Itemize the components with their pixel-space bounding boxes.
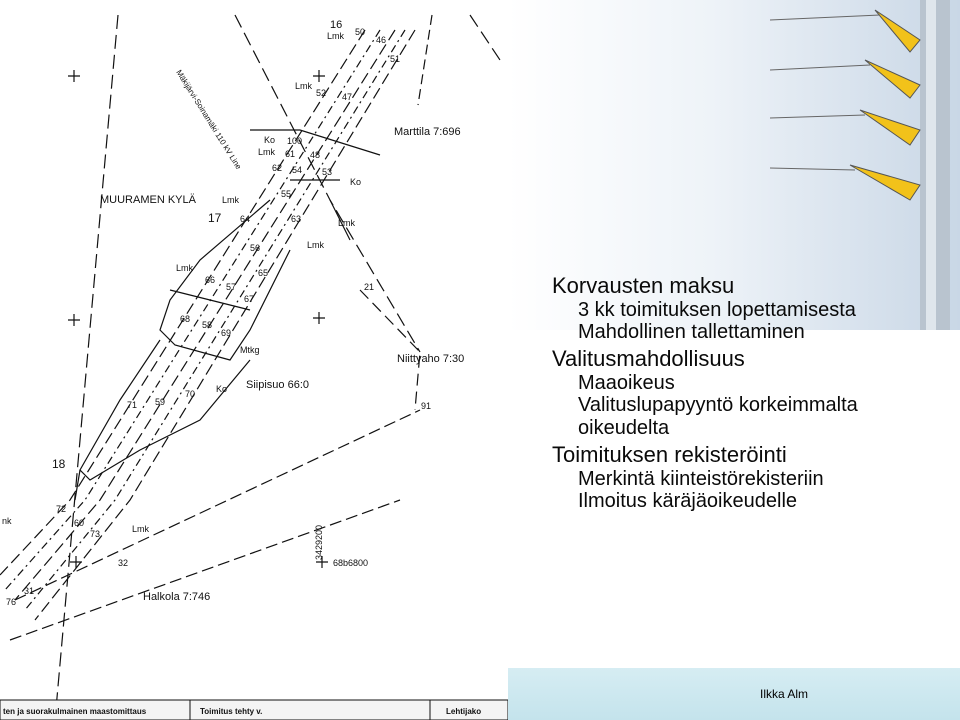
map-number: 48	[310, 150, 321, 160]
map-abbr: nk	[2, 516, 12, 526]
map-footer-mid: Toimitus tehty v.	[200, 707, 263, 716]
map-number: 54	[292, 165, 303, 175]
map-number: 56	[250, 243, 261, 253]
bullet-item: Valitusmahdollisuus	[552, 346, 745, 372]
map-number: 68	[180, 314, 191, 324]
map-footer-left: ten ja suorakulmainen maastomittaus	[3, 707, 147, 716]
map-number: 66	[205, 275, 216, 285]
map-number: 59	[155, 397, 166, 407]
bullet-subitem: Ilmoitus käräjäoikeudelle	[578, 490, 798, 513]
footer-bar	[508, 668, 960, 720]
map-number: 52	[316, 88, 327, 98]
map-abbr: Lmk	[132, 524, 150, 534]
map-number: 17	[208, 211, 222, 225]
map-number: 47	[342, 92, 353, 102]
map-number: 46	[376, 35, 387, 45]
bullet-item: Toimituksen rekisteröinti	[552, 442, 787, 468]
map-number: 63	[291, 214, 302, 224]
map-abbr: Lmk	[327, 31, 345, 41]
map-number: 67	[244, 294, 255, 304]
parcel-label-niittyaho: Niittyaho 7:30	[397, 353, 465, 365]
bullet-item: Korvausten maksu	[552, 273, 735, 298]
bullet-subitem: Maaoikeus	[578, 372, 675, 395]
bullet-subitem: Mahdollinen tallettaminen	[578, 321, 805, 344]
author-name: Ilkka Alm	[760, 687, 809, 701]
parcel-label-muurame: MUURAMEN KYLÄ	[100, 194, 196, 206]
map-number: 76	[6, 597, 17, 607]
map-number: 53	[322, 167, 333, 177]
map-number: 50	[355, 27, 366, 37]
map-number: 70	[185, 389, 196, 399]
map-number: 64	[240, 214, 251, 224]
bullet-subitem: 3 kk toimituksen lopettamisesta	[578, 298, 856, 321]
parcel-label-siipisuo: Siipisuo 66:0	[246, 379, 309, 391]
map-number: 69	[221, 328, 232, 338]
map-abbr: Lmk	[222, 195, 240, 205]
map-number: 100	[287, 136, 303, 146]
map-abbr: Ko	[350, 177, 362, 187]
coordinate-horizontal: 68b6800	[333, 558, 369, 568]
map-abbr: Lmk	[338, 218, 356, 228]
map-number: 58	[202, 320, 213, 330]
map-number: 18	[52, 457, 66, 471]
map-number: 32	[118, 558, 129, 568]
map-abbr: Lmk	[258, 147, 276, 157]
parcel-label-marttila: Marttila 7:696	[394, 126, 461, 138]
map-number: 55	[281, 189, 292, 199]
bullet-list	[552, 270, 952, 513]
map-number: 71	[127, 400, 138, 410]
bullet-subitem: Valituslupapyyntö korkeimmalta oikeudelta	[578, 394, 858, 439]
map-abbr: Ko	[264, 135, 276, 145]
map-number: 16	[330, 19, 343, 31]
map-number: 91	[421, 401, 432, 411]
parcel-label-halkola: Halkola 7:746	[143, 591, 211, 603]
map-number: 31	[24, 586, 35, 596]
power-line-label: Mäkijärvi-Soinamäki 110 kV Line	[174, 68, 244, 171]
map-number: 60	[74, 518, 85, 528]
map-number: 73	[90, 529, 101, 539]
bullet-subitem: Merkintä kiinteistörekisteriin	[578, 467, 824, 490]
map-abbr: Ko	[216, 384, 228, 394]
coordinate-vertical: 3429200	[314, 524, 324, 560]
map-abbr: Lmk	[295, 81, 313, 91]
map-abbr: Mtkg	[240, 345, 260, 355]
map-footer-right: Lehtijako	[446, 707, 482, 716]
map-number: 21	[364, 282, 375, 292]
map-number: 51	[390, 54, 401, 64]
map-number: 62	[272, 163, 283, 173]
map-abbr: Lmk	[176, 263, 194, 273]
map-number: 72	[56, 504, 67, 514]
map-abbr: Lmk	[307, 240, 325, 250]
map-number: 65	[258, 268, 269, 278]
map-number: 61	[285, 149, 296, 159]
map-number: 57	[226, 282, 237, 292]
